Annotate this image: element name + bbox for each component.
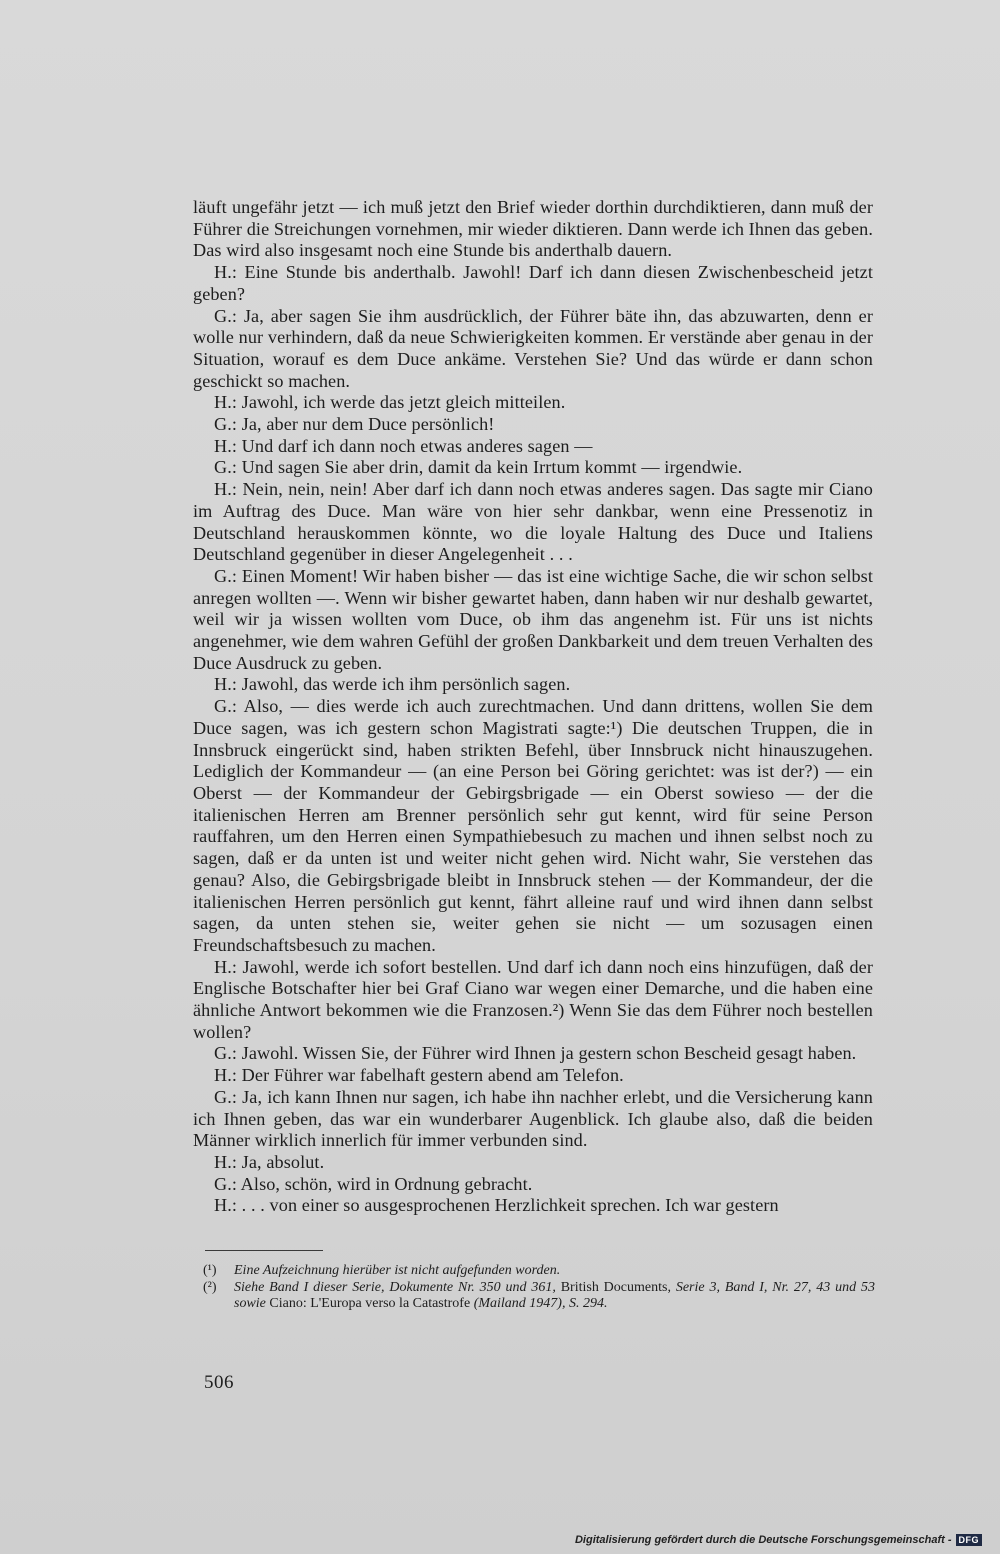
paragraph-4: H.: Jawohl, ich werde das jetzt gleich mitteilen. (214, 392, 566, 413)
paragraph-9: G.: Einen Moment! Wir haben bisher — das ist eine wichtige Sache, die wir schon selbst anregen wollten —. Wenn wir bisher gewartet haben, dann haben wir nur deshalb gewartet, weil wir ja wissen wollten vom Duce, ob ihm das angenehm ist. Für uns ist nichts angenehmer, wie dem wahren Gefühl der großen Dankbarkeit und dem treuen Verhalten des Duce Ausdruck zu geben. (193, 565, 873, 673)
body-text (193, 197, 873, 1217)
digitization-credit (575, 1534, 982, 1546)
footnote-text: Serie 3, Band I, Nr. 27, 43 und 53 sowie (234, 1279, 875, 1311)
dfg-logo: DFG (956, 1534, 983, 1546)
paragraph-7: G.: Und sagen Sie aber drin, damit da kein Irrtum kommt — irgendwie. (214, 457, 743, 478)
paragraph-6: H.: Und darf ich dann noch etwas anderes sagen — (214, 435, 593, 456)
paragraph-11: G.: Also, — dies werde ich auch zurechtmachen. Und dann drittens, wollen Sie dem Duce sagen, was ich gestern schon Magistrati sagte:¹) Die deutschen Truppen, die in Innsbruck eingerückt sind, haben strikten Befehl, über Innsbruck nicht hinauszugehen. Lediglich der Kommandeur — (an eine Person bei Göring gerichtet: was ist der?) — ein Oberst — der Kommandeur der Gebirgsbrigade — ein Oberst sowieso — der die italienischen Herren am Brenner persönlich sehr gut kennt, wird für seine Person rauffahren, um den Herren einen Sympathiebesuch zu machen und ihnen selbst noch zu sagen, daß er da unten ist und weiter nicht gehen wird. Nicht wahr, Sie verstehen das genau? Also, die Gebirgsbrigade bleibt in Innsbruck stehen — der Kommandeur, der die italienischen Herren persönlich gut kennt, fährt alleine rauf und wird ihnen dann selbst sagen, da unten stehen sie, weiter gehen sie nicht — um sozusagen einen Freundschaftsbesuch zu machen. (193, 696, 873, 955)
footnote-citation: Ciano: L'Europa verso la Catastrofe (265, 1296, 474, 1311)
footnote-marker: (¹) (203, 1263, 217, 1278)
paragraph-18: H.: . . . von einer so ausgesprochenen Herzlichkeit sprechen. Ich war gestern (214, 1195, 779, 1216)
paragraph-10: H.: Jawohl, das werde ich ihm persönlich sagen. (214, 674, 571, 695)
paragraph-12: H.: Jawohl, werde ich sofort bestellen. Und darf ich dann noch eins hinzufügen, daß der Englische Botschafter hier bei Graf Ciano war wegen einer Demarche, und die haben eine ähnliche Antwort bekommen wie die Franzosen.²) Wenn Sie das dem Führer noch bestellen wollen? (193, 956, 873, 1042)
paragraph-15: G.: Ja, ich kann Ihnen nur sagen, ich habe ihn nachher erlebt, und die Versicherung kann ich Ihnen geben, das war ein wunderbarer Augenblick. Ich glaube also, daß die beiden Männer wirklich innerlich für immer verbunden sind. (193, 1086, 873, 1151)
footnote-text: (Mailand 1947), S. 294. (473, 1296, 608, 1311)
footnote-text: Siehe Band I dieser Serie, Dokumente Nr. 350 und 361, (234, 1279, 556, 1295)
paragraph-13: G.: Jawohl. Wissen Sie, der Führer wird Ihnen ja gestern schon Bescheid gesagt haben. (214, 1043, 857, 1064)
paragraph-8: H.: Nein, nein, nein! Aber darf ich dann noch etwas anderes sagen. Das sagte mir Ciano im Auftrag des Duce. Man wäre von hier sehr dankbar, wenn eine Pressenotiz in Deutschland herauskommen könnte, wo die loyale Haltung des Duce und Italiens Deutschland gegenüber in dieser Angelegenheit . . . (193, 479, 873, 565)
paragraph-17: G.: Also, schön, wird in Ordnung gebracht. (214, 1173, 533, 1194)
footnote-text: Eine Aufzeichnung hierüber ist nicht aufgefunden worden. (234, 1263, 561, 1278)
footnote-citation: British Documents, (555, 1279, 676, 1295)
footnote-1 (203, 1263, 875, 1280)
paragraph-3: G.: Ja, aber sagen Sie ihm ausdrücklich, der Führer bäte ihn, das abzuwarten, denn er wolle nur verhindern, daß da neue Schwierigkeiten kommen. Er verstände aber genau in der Situation, worauf es dem Duce ankäme. Verstehen Sie? Und das würde er dann schon geschickt so machen. (193, 305, 873, 391)
paragraph-1: läuft ungefähr jetzt — ich muß jetzt den Brief wieder dorthin durchdiktieren, dann muß der Führer die Streichungen vornehmen, mir wieder diktieren. Dann werde ich Ihnen das geben. Das wird also insgesamt noch eine Stunde bis anderthalb dauern. (193, 197, 873, 261)
footnote-marker: (²) (203, 1279, 217, 1295)
paragraph-2: H.: Eine Stunde bis anderthalb. Jawohl! Darf ich dann diesen Zwischenbescheid jetzt geben? (193, 262, 873, 304)
paragraph-16: H.: Ja, absolut. (214, 1151, 325, 1172)
footnote-2 (203, 1280, 875, 1313)
footnotes (203, 1263, 875, 1313)
footnote-rule (205, 1250, 323, 1251)
paragraph-14: H.: Der Führer war fabelhaft gestern abend am Telefon. (214, 1065, 624, 1086)
page-number: 506 (204, 1372, 234, 1393)
credit-text: Digitalisierung gefördert durch die Deutsche Forschungsgemeinschaft - (574, 1534, 952, 1546)
paragraph-5: G.: Ja, aber nur dem Duce persönlich! (214, 414, 495, 435)
